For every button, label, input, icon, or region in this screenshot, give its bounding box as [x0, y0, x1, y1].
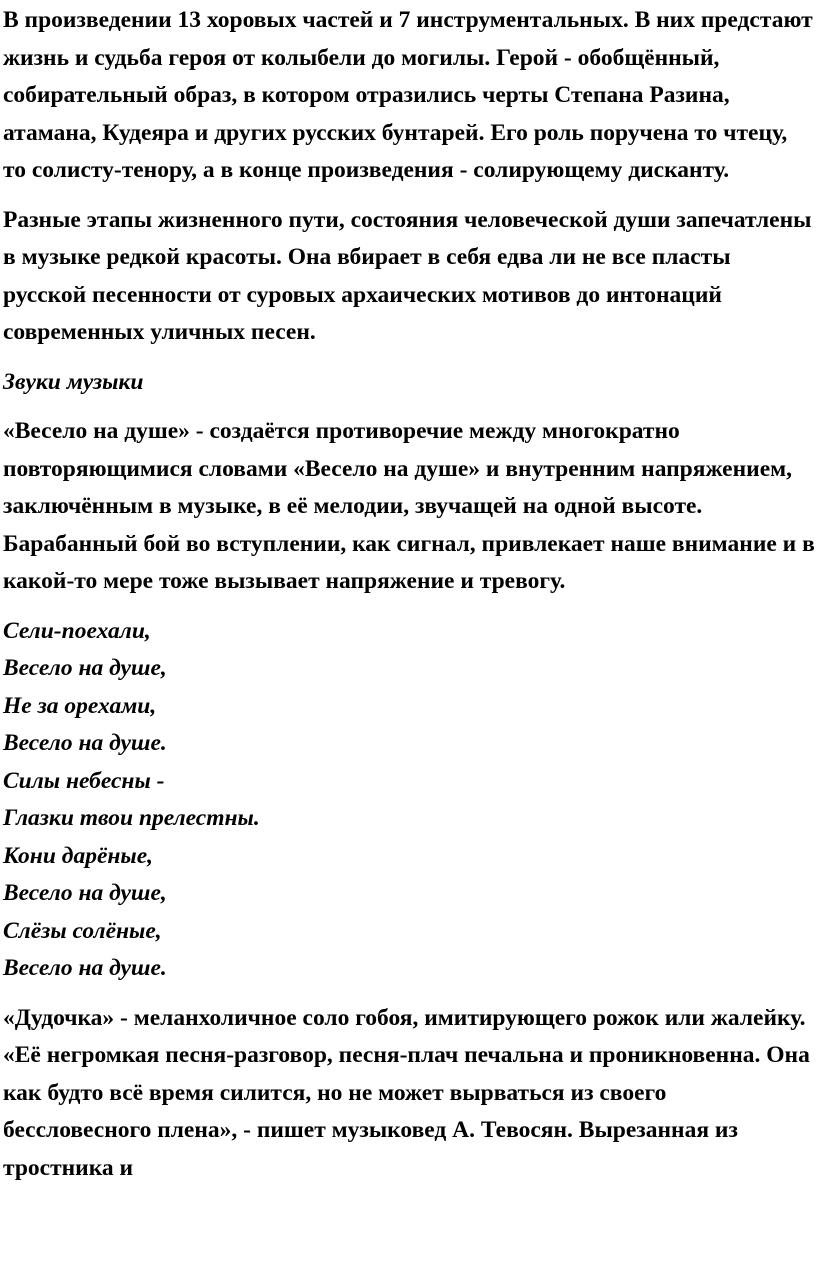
lyric-line: Глазки твои прелестны.	[3, 805, 260, 831]
lyric-line: Весело на душе,	[3, 655, 167, 681]
paragraph-vesel: «Весело на душе» - создаётся противоречие между многократно повторяющимися словами «Весело на душе» и внутренним напряжением, заключённым в музыке, в её мелодии, звучащей на одной высоте. Барабанный бой во вступлении, как сигнал, привлекает наше внимание и в какой-то мере тоже вызывает напряжение и тревогу.	[3, 418, 815, 594]
lyric-line: Весело на душе.	[3, 730, 167, 756]
lyric-line: Кони дарёные,	[3, 842, 154, 869]
section-heading: Звуки музыки	[3, 368, 144, 395]
lyric-line: Весело на душе,	[3, 880, 167, 906]
lyric-line: Весело на душе.	[3, 955, 167, 981]
paragraph-dudochka: «Дудочка» - меланхоличное соло гобоя, имитирующего рожок или жалейку. «Её негромкая песня-разговор, песня-плач печальна и проникновенна. Она как будто всё время силится, но не может вырваться из своего бессловесного плена», - пишет музыковед А. Тевосян. Вырезанная из тростника и	[3, 1004, 810, 1181]
paragraph-stages: Разные этапы жизненного пути, состояния человеческой души запечатлены в музыке редкой красоты. Она вбирает в себя едва ли не все пласты русской песенности от суровых архаических мотивов до интонаций современных уличных песен.	[3, 206, 812, 345]
lyric-line: Слёзы солёные,	[3, 917, 162, 944]
lyric-line: Сели-поехали,	[3, 617, 151, 644]
lyrics-block	[3, 613, 816, 988]
lyric-line: Силы небесны -	[3, 767, 165, 794]
paragraph-intro: В произведении 13 хоровых частей и 7 инструментальных. В них предстают жизнь и судьба героя от колыбели до могилы. Герой - обобщённый, собирательный образ, в котором отразились черты Степана Разина, атамана, Кудеяра и других русских бунтарей. Его роль поручена то чтецу, то солисту-тенору, а в конце произведения - солирующему дисканту.	[3, 7, 813, 183]
lyric-line: Не за орехами,	[3, 692, 157, 719]
